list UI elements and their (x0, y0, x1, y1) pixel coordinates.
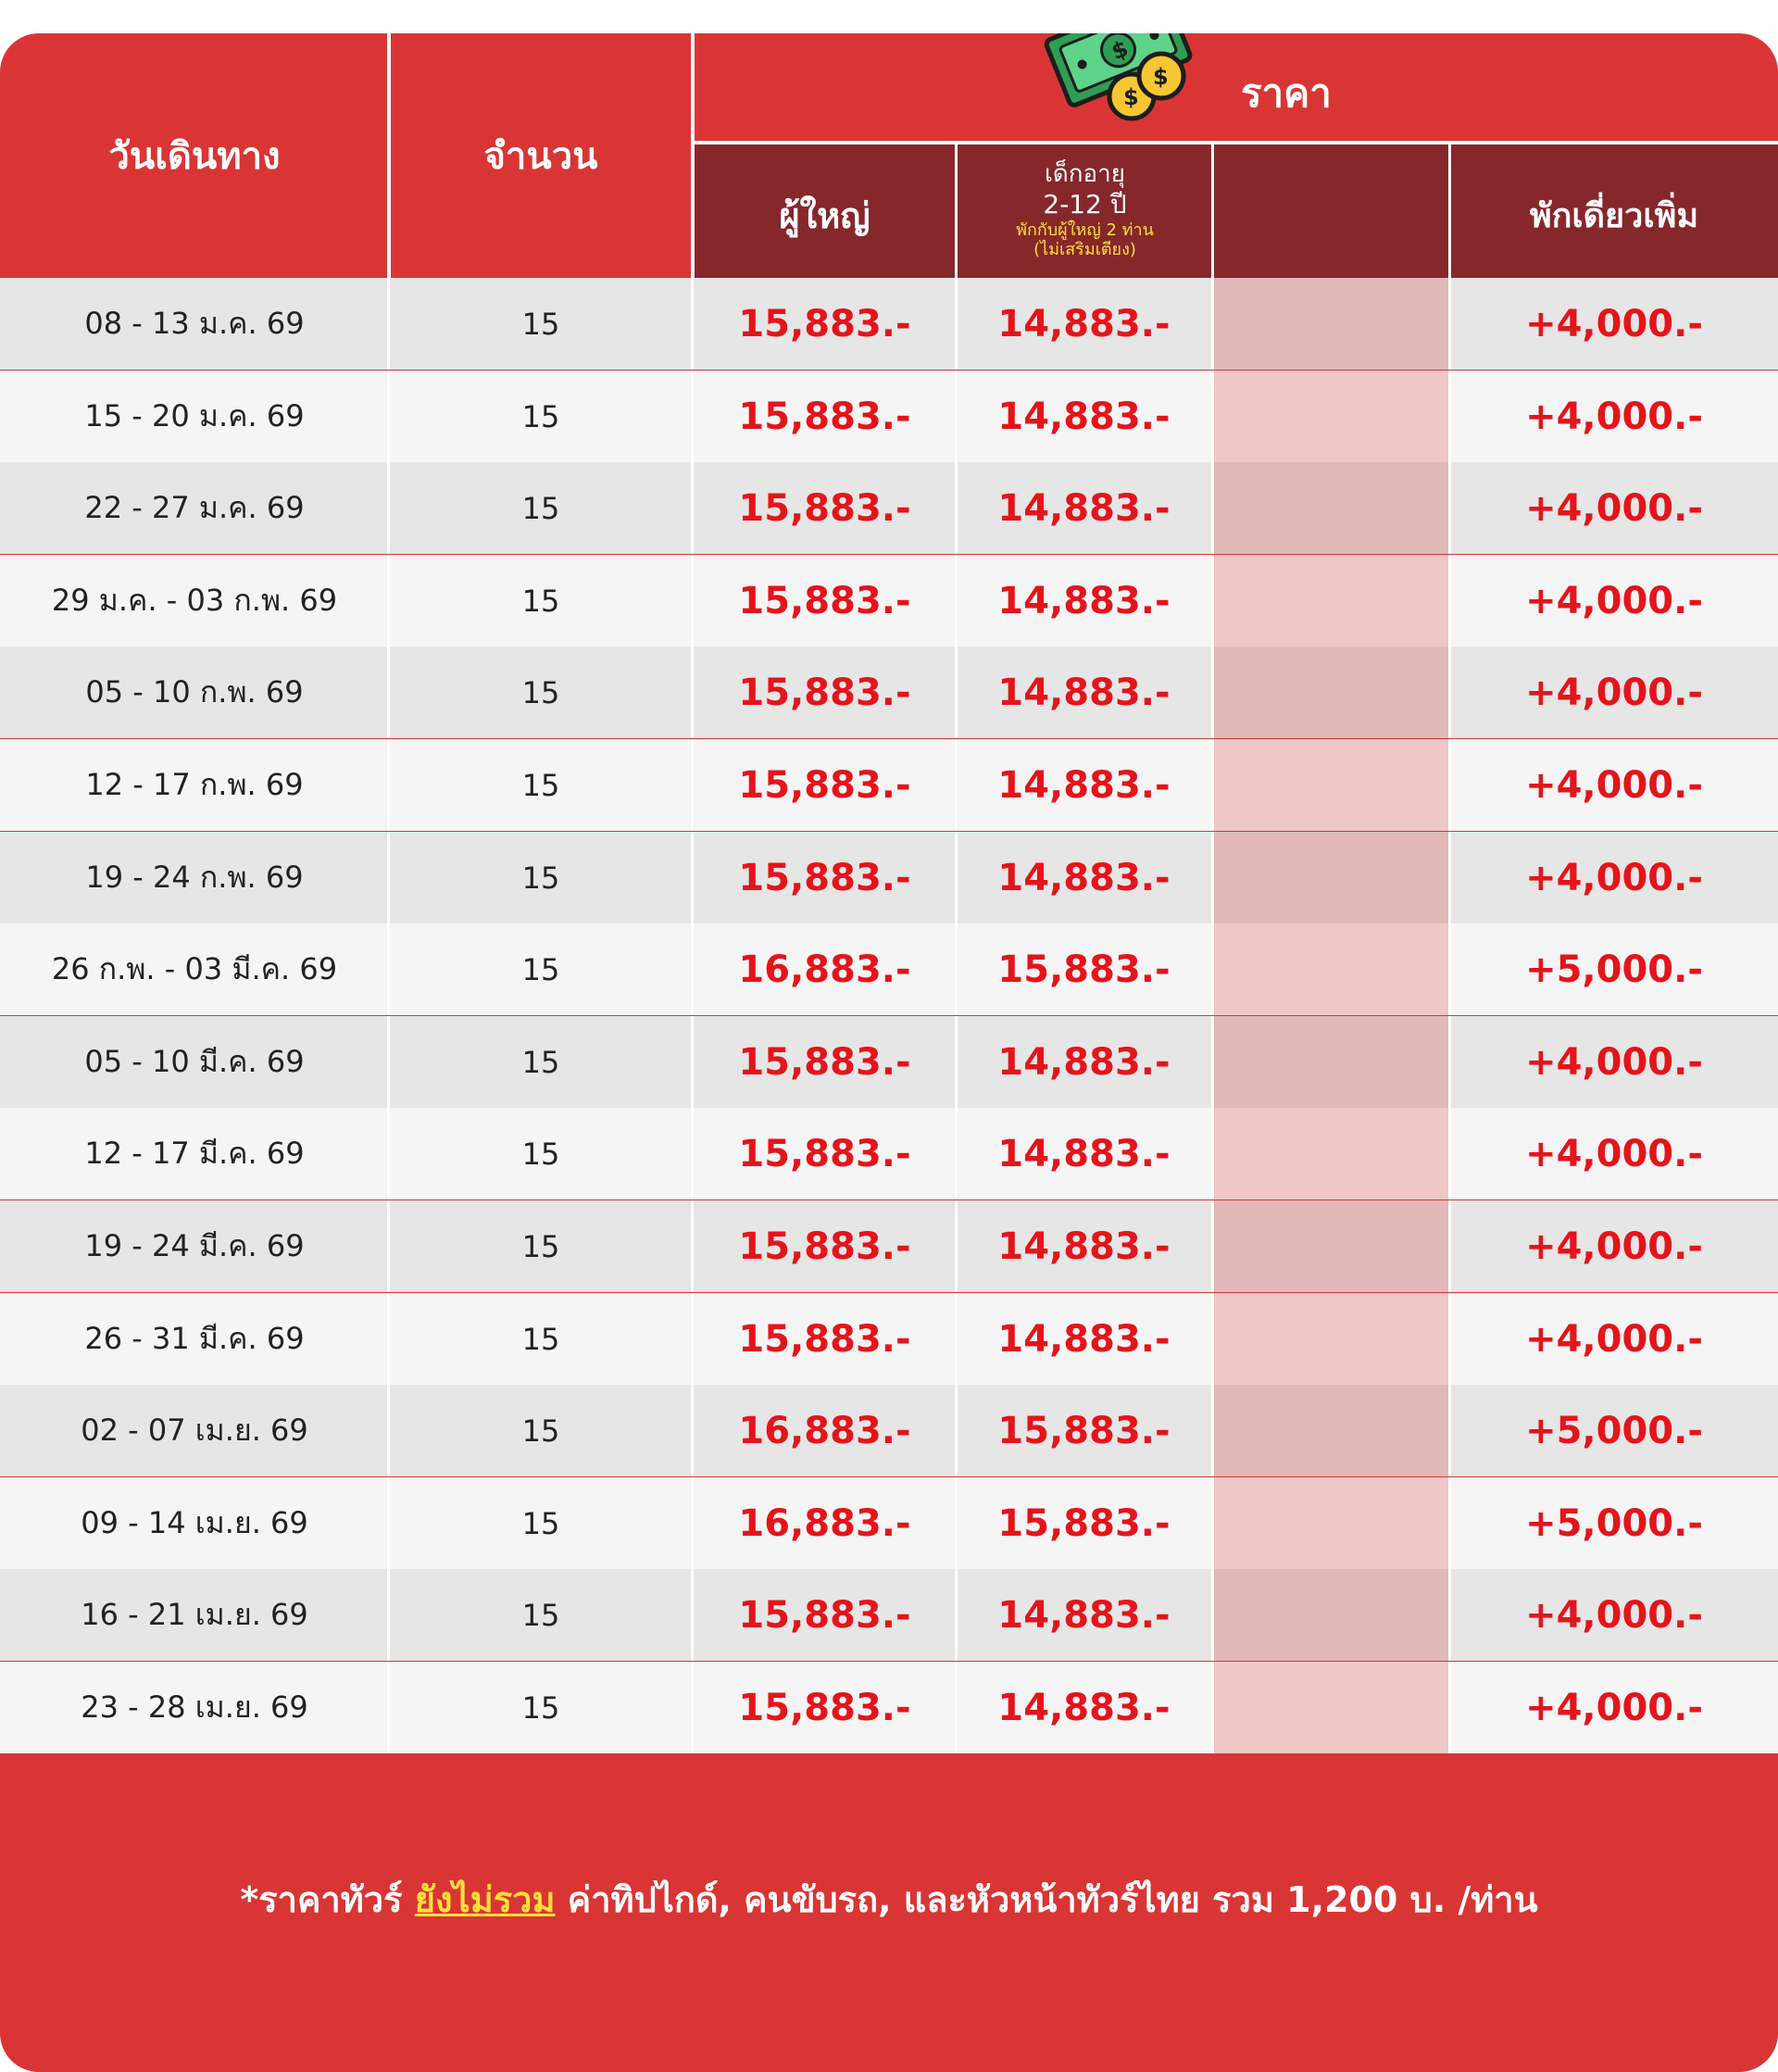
row-date: 15 - 20 ม.ค. 69 (84, 398, 305, 433)
row-adult-price: 15,883.- (738, 1686, 911, 1729)
row-single-supplement: +4,000.- (1525, 671, 1703, 714)
row-divider (1211, 462, 1214, 554)
row-blank (1213, 278, 1448, 370)
tour-price-table-card (0, 33, 1778, 2072)
row-seats: 15 (521, 951, 560, 987)
row-divider (691, 555, 694, 647)
row-divider (691, 832, 694, 923)
row-date: 29 ม.ค. - 03 ก.พ. 69 (51, 583, 338, 618)
row-blank (1213, 370, 1448, 462)
row-divider (955, 1662, 958, 1753)
row-seats: 15 (521, 398, 560, 434)
row-seats: 15 (521, 1505, 560, 1541)
row-adult-price: 15,883.- (738, 856, 911, 899)
row-seats: 15 (521, 1136, 560, 1172)
row-divider (1448, 1016, 1451, 1108)
table-row (0, 1385, 1778, 1476)
row-single-supplement: +5,000.- (1525, 1501, 1703, 1545)
header-seats (389, 33, 693, 278)
row-date: 26 ก.พ. - 03 มี.ค. 69 (51, 951, 338, 986)
table-row (0, 1569, 1778, 1661)
row-divider (387, 1385, 390, 1476)
row-divider (691, 1569, 694, 1661)
row-divider (1211, 1016, 1214, 1108)
row-blank (1213, 1662, 1448, 1753)
row-divider (1211, 555, 1214, 647)
row-child-price: 14,883.- (997, 1132, 1171, 1175)
money-bill-coins-icon (1039, 33, 1206, 126)
row-divider (1211, 923, 1214, 1015)
row-date: 19 - 24 ก.พ. 69 (85, 860, 304, 895)
row-divider (691, 1477, 694, 1569)
row-divider (955, 1200, 958, 1292)
row-adult-price: 15,883.- (738, 1132, 911, 1175)
row-divider (1211, 278, 1214, 370)
row-child-price: 14,883.- (997, 1686, 1171, 1729)
row-divider (1448, 739, 1451, 831)
row-divider (1211, 1385, 1214, 1476)
row-blank (1213, 462, 1448, 554)
row-adult-price: 15,883.- (738, 763, 911, 807)
row-date: 26 - 31 มี.ค. 69 (84, 1321, 305, 1356)
row-divider (955, 739, 958, 831)
table-row (0, 555, 1778, 647)
row-adult-price: 15,883.- (738, 395, 911, 438)
row-divider (955, 832, 958, 923)
row-divider (387, 739, 390, 831)
header-child-label-line2: 2-12 ปี (1043, 189, 1127, 220)
row-divider (955, 1293, 958, 1385)
row-single-supplement: +4,000.- (1525, 1224, 1703, 1268)
header-divider (691, 33, 695, 278)
footnote (0, 1871, 1778, 1928)
row-date: 12 - 17 มี.ค. 69 (84, 1136, 305, 1171)
table-row (0, 739, 1778, 831)
footnote-suffix: ค่าทิปไกด์, คนขับรถ, และหัวหน้าทัวร์ไทย รวม 1,200 บ. /ท่าน (555, 1879, 1538, 1920)
row-blank (1213, 739, 1448, 831)
row-divider (1211, 1662, 1214, 1753)
svg-text:$: $ (1108, 35, 1133, 66)
row-adult-price: 16,883.- (738, 1409, 911, 1452)
header-adult (693, 143, 957, 278)
header-date-label: วันเดินทาง (108, 135, 281, 178)
table-row (0, 370, 1778, 462)
row-divider (1211, 1200, 1214, 1292)
row-child-price: 14,883.- (997, 1593, 1171, 1637)
row-divider (1211, 1293, 1214, 1385)
row-divider (387, 278, 390, 370)
row-divider (691, 370, 694, 462)
row-single-supplement: +4,000.- (1525, 486, 1703, 530)
header-child (957, 143, 1213, 278)
header-price (693, 33, 1778, 143)
row-single-supplement: +4,000.- (1525, 856, 1703, 899)
table-row (0, 1477, 1778, 1569)
row-date: 22 - 27 ม.ค. 69 (84, 490, 305, 525)
row-divider (387, 370, 390, 462)
row-divider (691, 1385, 694, 1476)
row-child-price: 14,883.- (997, 671, 1171, 714)
table-row (0, 1016, 1778, 1108)
row-divider (387, 555, 390, 647)
row-blank (1213, 555, 1448, 647)
header-blank (1213, 143, 1450, 278)
row-adult-price: 15,883.- (738, 486, 911, 530)
header-seats-label: จำนวน (483, 135, 598, 178)
row-seats: 15 (521, 306, 560, 342)
svg-text:$: $ (1153, 64, 1169, 90)
header-adult-label: ผู้ใหญ่ (779, 195, 870, 236)
header-divider (387, 33, 391, 278)
row-adult-price: 15,883.- (738, 1040, 911, 1084)
row-child-price: 15,883.- (997, 948, 1171, 991)
row-divider (1211, 832, 1214, 923)
row-divider (955, 278, 958, 370)
row-single-supplement: +4,000.- (1525, 579, 1703, 622)
row-seats: 15 (521, 860, 560, 896)
row-divider (955, 1569, 958, 1661)
header-child-note-line2: (ไม่เสริมเตียง) (1033, 240, 1136, 260)
row-adult-price: 15,883.- (738, 302, 911, 345)
row-single-supplement: +4,000.- (1525, 395, 1703, 438)
row-divider (1211, 1108, 1214, 1199)
header-child-label-line1: เด็กอายุ (1045, 160, 1125, 189)
row-blank (1213, 1200, 1448, 1292)
row-divider (1211, 1477, 1214, 1569)
footnote-prefix: *ราคาทัวร์ (240, 1879, 415, 1920)
row-single-supplement: +4,000.- (1525, 1686, 1703, 1729)
header-child-note-line1: พักกับผู้ใหญ่ 2 ท่าน (1016, 220, 1154, 240)
row-adult-price: 16,883.- (738, 948, 911, 991)
row-divider (691, 462, 694, 554)
header-divider (693, 141, 1778, 144)
row-divider (387, 1200, 390, 1292)
header-date (0, 33, 389, 278)
row-divider (387, 1016, 390, 1108)
row-divider (1448, 1200, 1451, 1292)
row-seats: 15 (521, 1413, 560, 1449)
row-divider (387, 462, 390, 554)
table-row (0, 647, 1778, 738)
row-divider (1448, 1477, 1451, 1569)
row-seats: 15 (521, 1321, 560, 1357)
row-divider (691, 739, 694, 831)
row-date: 19 - 24 มี.ค. 69 (84, 1228, 305, 1263)
row-divider (691, 1108, 694, 1199)
row-seats: 15 (521, 674, 560, 710)
row-blank (1213, 923, 1448, 1015)
row-divider (955, 1385, 958, 1476)
row-adult-price: 16,883.- (738, 1501, 911, 1545)
row-blank (1213, 832, 1448, 923)
row-single-supplement: +4,000.- (1525, 1317, 1703, 1361)
row-divider (691, 278, 694, 370)
row-date: 12 - 17 ก.พ. 69 (85, 767, 304, 802)
table-row (0, 923, 1778, 1015)
row-seats: 15 (521, 1689, 560, 1726)
row-child-price: 14,883.- (997, 302, 1171, 345)
row-divider (387, 1108, 390, 1199)
row-seats: 15 (521, 1044, 560, 1080)
row-divider (691, 923, 694, 1015)
row-child-price: 14,883.- (997, 395, 1171, 438)
table-row (0, 1293, 1778, 1385)
row-single-supplement: +4,000.- (1525, 1132, 1703, 1175)
row-divider (1448, 370, 1451, 462)
row-divider (955, 370, 958, 462)
row-adult-price: 15,883.- (738, 1317, 911, 1361)
row-divider (955, 923, 958, 1015)
row-divider (1448, 555, 1451, 647)
row-blank (1213, 647, 1448, 738)
header-single-label: พักเดี่ยวเพิ่ม (1529, 196, 1699, 235)
row-divider (387, 1569, 390, 1661)
row-date: 16 - 21 เม.ย. 69 (81, 1597, 308, 1632)
row-divider (1448, 1662, 1451, 1753)
row-child-price: 14,883.- (997, 856, 1171, 899)
row-divider (387, 647, 390, 738)
row-single-supplement: +4,000.- (1525, 302, 1703, 345)
row-divider (955, 462, 958, 554)
row-child-price: 14,883.- (997, 486, 1171, 530)
footnote-highlight: ยังไม่รวม (414, 1879, 556, 1920)
row-date: 02 - 07 เม.ย. 69 (81, 1413, 308, 1448)
row-divider (955, 647, 958, 738)
table-row (0, 832, 1778, 923)
row-divider (1448, 923, 1451, 1015)
row-adult-price: 15,883.- (738, 671, 911, 714)
table-row (0, 1662, 1778, 1753)
row-child-price: 15,883.- (997, 1409, 1171, 1452)
row-divider (1448, 647, 1451, 738)
row-divider (955, 1016, 958, 1108)
row-seats: 15 (521, 490, 560, 526)
row-date: 08 - 13 ม.ค. 69 (84, 306, 305, 341)
table-row (0, 1108, 1778, 1199)
row-single-supplement: +4,000.- (1525, 1040, 1703, 1084)
header-price-label: ราคา (1241, 70, 1332, 116)
row-divider (1211, 739, 1214, 831)
row-adult-price: 15,883.- (738, 1593, 911, 1637)
row-blank (1213, 1385, 1448, 1476)
row-divider (691, 1662, 694, 1753)
row-divider (1211, 1569, 1214, 1661)
row-seats: 15 (521, 583, 560, 619)
row-seats: 15 (521, 767, 560, 803)
row-blank (1213, 1477, 1448, 1569)
table-row (0, 1200, 1778, 1292)
row-blank (1213, 1016, 1448, 1108)
row-child-price: 14,883.- (997, 1224, 1171, 1268)
row-divider (1448, 1569, 1451, 1661)
row-single-supplement: +5,000.- (1525, 948, 1703, 991)
row-divider (1448, 278, 1451, 370)
row-divider (1448, 832, 1451, 923)
row-divider (1448, 1293, 1451, 1385)
row-divider (387, 923, 390, 1015)
row-child-price: 14,883.- (997, 763, 1171, 807)
row-child-price: 14,883.- (997, 1317, 1171, 1361)
row-divider (1448, 462, 1451, 554)
row-seats: 15 (521, 1597, 560, 1633)
row-blank (1213, 1108, 1448, 1199)
row-child-price: 14,883.- (997, 1040, 1171, 1084)
header-divider (1448, 143, 1451, 278)
row-date: 05 - 10 มี.ค. 69 (84, 1044, 305, 1079)
row-divider (1211, 370, 1214, 462)
row-adult-price: 15,883.- (738, 579, 911, 622)
row-blank (1213, 1569, 1448, 1661)
row-seats: 15 (521, 1228, 560, 1264)
row-single-supplement: +4,000.- (1525, 763, 1703, 807)
row-divider (691, 647, 694, 738)
row-divider (955, 1108, 958, 1199)
row-adult-price: 15,883.- (738, 1224, 911, 1268)
row-divider (955, 555, 958, 647)
row-divider (387, 1477, 390, 1569)
row-blank (1213, 1293, 1448, 1385)
row-divider (691, 1016, 694, 1108)
row-date: 09 - 14 เม.ย. 69 (81, 1505, 308, 1540)
row-child-price: 14,883.- (997, 579, 1171, 622)
row-single-supplement: +5,000.- (1525, 1409, 1703, 1452)
row-single-supplement: +4,000.- (1525, 1593, 1703, 1637)
header-single (1450, 143, 1778, 278)
row-divider (387, 1662, 390, 1753)
row-date: 23 - 28 เม.ย. 69 (81, 1689, 308, 1725)
header-divider (955, 143, 958, 278)
table-row (0, 462, 1778, 554)
row-divider (691, 1293, 694, 1385)
row-child-price: 15,883.- (997, 1501, 1171, 1545)
row-divider (955, 1477, 958, 1569)
svg-text:$: $ (1123, 84, 1139, 110)
row-divider (387, 832, 390, 923)
row-divider (1448, 1385, 1451, 1476)
row-divider (691, 1200, 694, 1292)
row-divider (1211, 647, 1214, 738)
row-divider (1448, 1108, 1451, 1199)
header-divider (1211, 143, 1214, 278)
row-divider (387, 1293, 390, 1385)
row-date: 05 - 10 ก.พ. 69 (85, 674, 304, 710)
table-row (0, 278, 1778, 370)
